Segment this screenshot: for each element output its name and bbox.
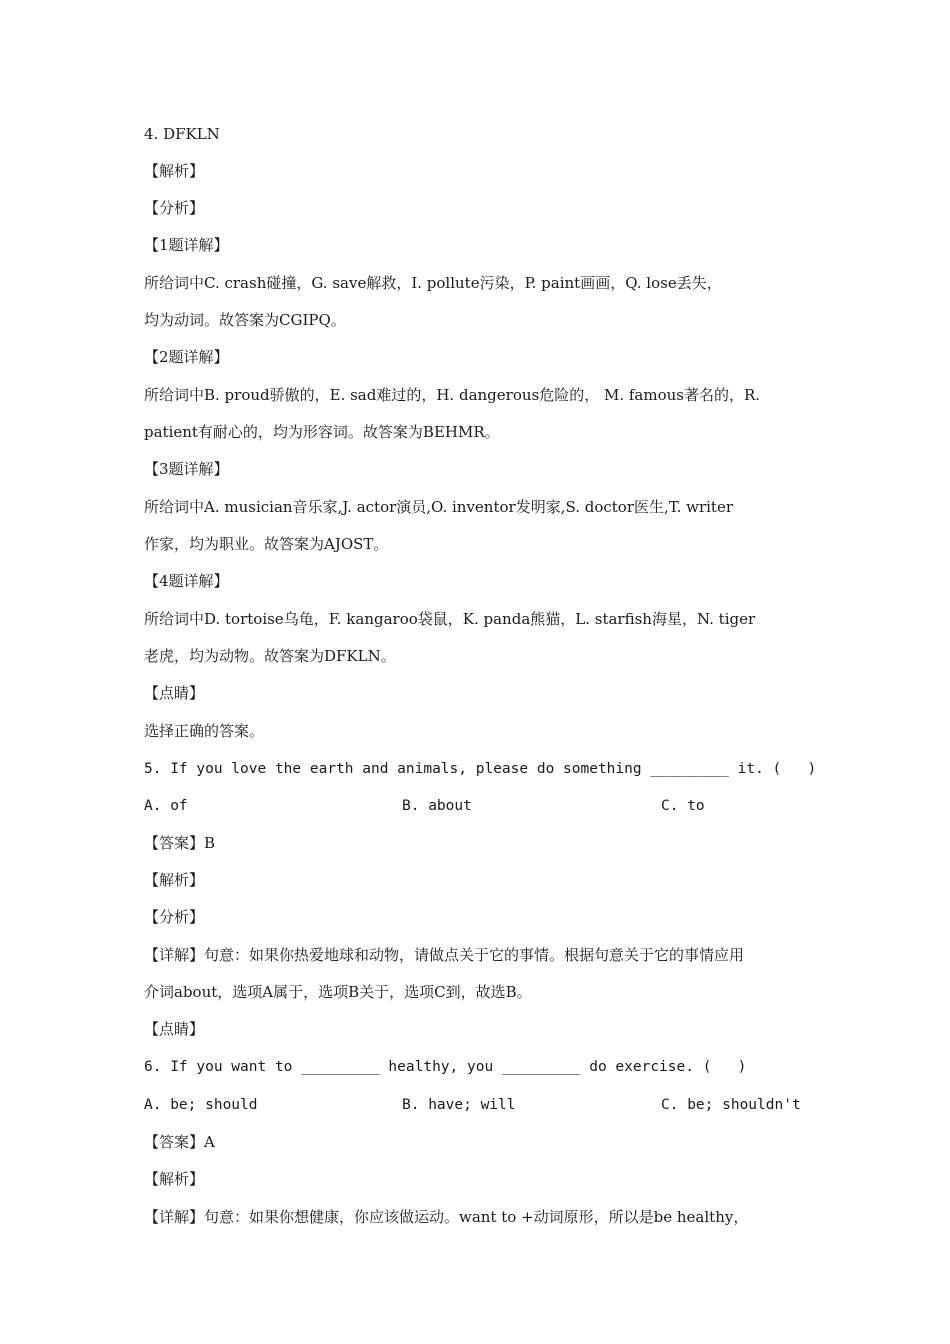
- q5-option-a: A. of: [144, 798, 188, 814]
- paragraph-line: 所给词中A. musician音乐家,J. actor演员,O. inventor发明家,S. doctor医生,T. writer: [144, 498, 733, 516]
- section-heading-dianjing: 【点睛】: [144, 1020, 205, 1038]
- paragraph-line: 所给词中B. proud骄傲的，E. sad难过的，H. dangerous危险的， M. famous著名的，R.: [144, 386, 761, 404]
- section-heading-analysis: 【解析】: [144, 871, 205, 889]
- paragraph-line: 【详解】句意：如果你想健康，你应该做运动。want to +动词原形，所以是be healthy，: [144, 1208, 749, 1226]
- section-heading-q1-detail: 【1题详解】: [144, 236, 229, 254]
- q5-option-b: B. about: [402, 798, 472, 814]
- paragraph-line: 所给词中D. tortoise乌龟，F. kangaroo袋鼠，K. panda熊猫，L. starfish海星，N. tiger: [144, 610, 756, 628]
- question-5-stem: 5. If you love the earth and animals, please do something _________ it. ( ): [144, 761, 817, 777]
- section-heading-dianjing: 【点睛】: [144, 684, 205, 702]
- paragraph-line: 介词about，选项A属于，选项B关于，选项C到，故选B。: [144, 983, 532, 1001]
- answer-line: 【答案】A: [144, 1133, 215, 1151]
- paragraph-line: patient有耐心的，均为形容词。故答案为BEHMR。: [144, 423, 500, 441]
- q6-option-a: A. be; should: [144, 1097, 258, 1113]
- answer-line: 【答案】B: [144, 834, 216, 852]
- section-heading-fenxi: 【分析】: [144, 199, 205, 217]
- section-heading-q2-detail: 【2题详解】: [144, 348, 229, 366]
- paragraph-line: 均为动词。故答案为CGIPQ。: [144, 311, 346, 329]
- q6-option-b: B. have; will: [402, 1097, 516, 1113]
- section-heading-q3-detail: 【3题详解】: [144, 460, 229, 478]
- section-heading-q4-detail: 【4题详解】: [144, 572, 229, 590]
- paragraph-line: 所给词中C. crash碰撞，G. save解救，I. pollute污染，P. paint画画，Q. lose丢失，: [144, 274, 722, 292]
- answer-line-q4: 4. DFKLN: [144, 125, 220, 143]
- section-heading-analysis: 【解析】: [144, 162, 205, 180]
- section-heading-analysis: 【解析】: [144, 1170, 205, 1188]
- q6-option-c: C. be; shouldn't: [661, 1097, 801, 1113]
- section-heading-fenxi: 【分析】: [144, 908, 205, 926]
- question-6-stem: 6. If you want to _________ healthy, you _________ do exercise. ( ): [144, 1059, 747, 1075]
- paragraph-line: 选择正确的答案。: [144, 722, 265, 740]
- paragraph-line: 【详解】句意：如果你热爱地球和动物，请做点关于它的事情。根据句意关于它的事情应用: [144, 946, 745, 964]
- paragraph-line: 作家，均为职业。故答案为AJOST。: [144, 535, 389, 553]
- q5-option-c: C. to: [661, 798, 705, 814]
- paragraph-line: 老虎，均为动物。故答案为DFKLN。: [144, 647, 396, 665]
